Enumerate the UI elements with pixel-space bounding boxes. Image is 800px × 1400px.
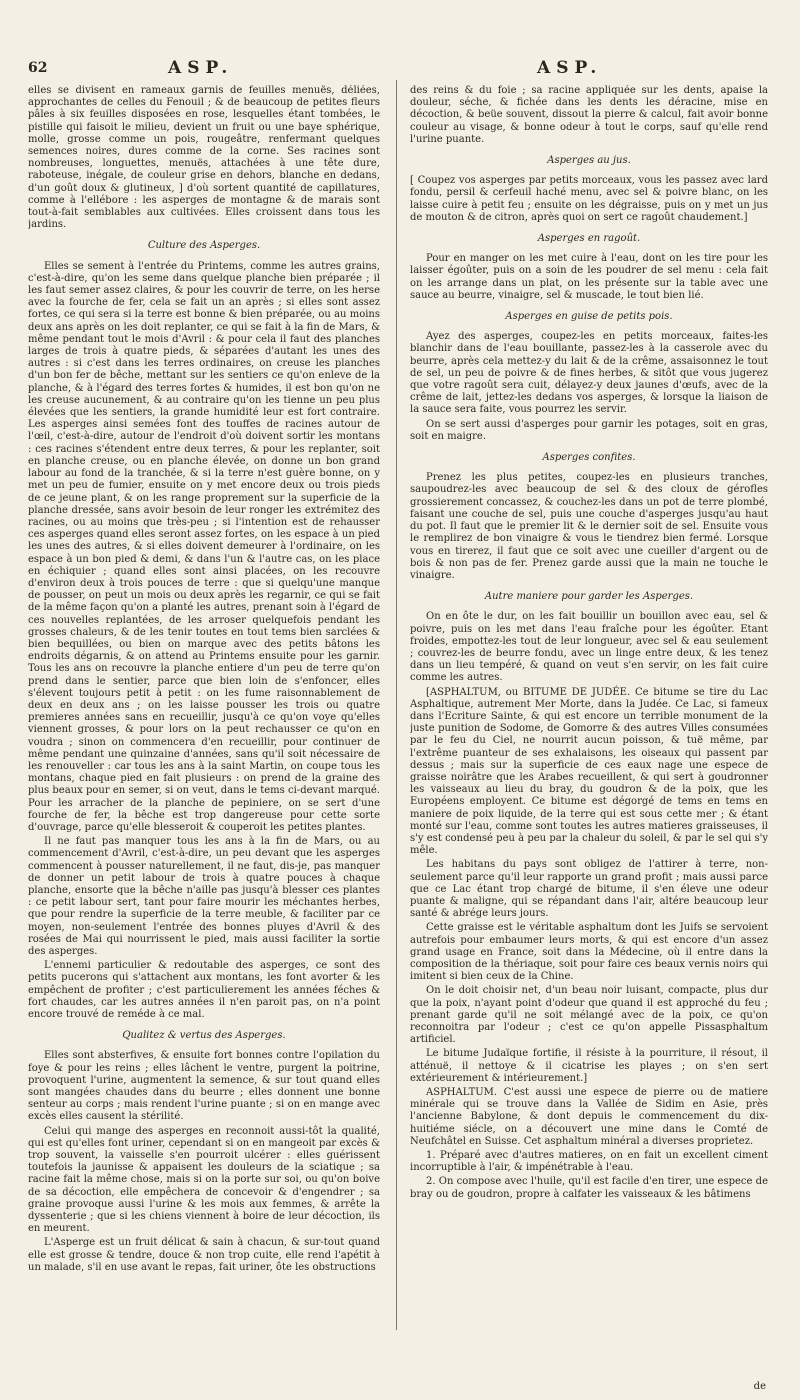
paragraph: [ASPHALTUM, ou BITUME DE JUDÉE. Ce bitume se tire du Lac Asphaltique, autrement Mer Morte, dans la Judée. Ce Lac, si fameux dans l'Ecriture Sainte, & qui est encore un terrible monument de la juste punition de Sodome, de Gomorre & des autres Villes consumées par le feu du Ciel, ne nourrit aucun poisson, & tuë même, par l'extrême puanteur de ses exhalaisons, les oiseaux qui passent par dessus ; mais sur la superficie de ces eaux nage une espece de graisse noirâtre que les Arabes recueillent, & qui sert à goudronner les vaisseaux au lieu du bray, du goudron & de la poix, que les Européens employent. Ce bitume est dégorgé de tems en tems en maniere de poix liquide, de la terre qui est sous cette mer ; & étant monté sur l'eau, comme sont toutes les autres matieres graisseuses, il s'y est condensé peu à peu par la chaleur du soleil, & par le sel qui s'y mêle.: [410, 686, 768, 857]
paragraph: On en ôte le dur, on les fait bouillir un bouillon avec eau, sel & poivre, puis on les met dans l'eau fraîche pour les égoûter. Etant froides, empottez-les tout de leur longueur, avec sel & eau seulement ; couvrez-les de beurre fondu, avec un linge entre deux, & les tenez dans un lieu tempéré, & quand on veut s'en servir, on les fait cuire comme les autres.: [410, 611, 768, 684]
right-column: [410, 85, 768, 1400]
column-divider: [396, 80, 397, 1330]
section-heading: Asperges en ragoût.: [537, 233, 641, 245]
section-heading: Culture des Asperges.: [147, 240, 261, 252]
page-header: [0, 55, 800, 85]
running-head-right: ASP.: [537, 58, 603, 78]
paragraph: Elles se sement à l'entrée du Printems, comme les autres grains, c'est-à-dire, qu'on les seme dans quelque planche bien préparée ; il les faut semer assez claires, & pour les couvrir de terre, on les herse avec la fourche de fer, cela se fait un an après ; si elles sont assez fortes, ce qui sera si la terre est bonne & bien préparée, ou au moins deux ans après on les doit replanter, ce qui se fait à la fin de Mars, & même pendant tout le mois d'Avril : & pour cela il faut des planches larges de trois à quatre pieds, & séparées d'autant les unes des autres : si c'est dans les terres ordinaires, on creuse les planches d'un bon fer de bêche, mettant sur les sentiers ce qu'on enleve de la planche, & à l'égard des terres fortes & humides, il est bon qu'on ne les creuse aucunement, & au contraire qu'on les tienne un peu plus élevées que les sentiers, la grande humidité leur est fort contraire. Les asperges ainsi semées font des touffes de racines autour de l'œil, c'est-à-dire, autour de l'endroit d'où doivent sortir les montans : ces racines s'étendent entre deux terres, & pour les replanter, soit en planche creuse, ou en planche élevée, on donne un bon grand labour au fond de la tranchée, & si la terre n'est guère bonne, on y met un peu de fumier, ensuite on y met encore deux ou trois pieds de ce jeune plant, & on les range proprement sur la superficie de la planche dressée, sans avoir besoin de leur ronger les extrémitez des racines, ou au moins que très-peu ; si l'intention est de rehausser ces asperges quand elles seront assez fortes, on les espace à un pied les unes des autres, & si elles doivent demeurer à l'ordinaire, on les espace à un bon pied & demi, & dans l'un & l'autre cas, on les place en échiquier ; quand elles sont ainsi placées, on les recouvre d'environ deux à trois pouces de terre : que si quelqu'une manque de pousser, on peut un mois ou deux après les regarnir, ce qui se fait de la même façon qu'on a planté les autres, prenant soin à l'égard de ces nouvelles replantées, de les arroser quelquefois pendant les grosses chaleurs, & de les tenir toutes en tout tems bien sarclées & bien bequillées, ou bien on marque avec des petits bâtons les endroits dégarnis, & on attend au Printems ensuite pour les garnir. Tous les ans on recouvre la planche entiere d'un peu de terre qu'on prend dans le sentier, parce que bien loin de s'enfoncer, elles s'élevent toujours petit à petit : on les fume raisonnablement de deux en deux ans ; on les laisse pousser les trois ou quatre premieres années sans en recueillir, jusqu'à ce qu'on voye qu'elles viennent grosses, & pour lors on la peut rechausser ce qu'on en voudra ; sinon on commencera d'en recueillir, pour continuer de même pendant une quinzaine d'années, sans qu'il soit nécessaire de les renouveller : car tous les ans à la saint Martin, on coupe tous les montans, chaque pied en fait plusieurs : on prend de la graine des plus beaux pour en semer, si on veut, dans le tems ci-devant marqué. Pour les arracher de la planche de pepiniere, on se sert d'une fourche de fer, la bêche est trop dangereuse pour cette sorte d'ouvrage, parce qu'elle blesseroit & couperoit les petites plantes.: [28, 260, 380, 833]
paragraph: L'Asperge est un fruit délicat & sain à chacun, & sur-tout quand elle est grosse & tendre, douce & non trop cuite, elle rend l'apétit à un malade, s'il en use avant le repas, fait uriner, ôte les obstructions: [28, 1237, 380, 1273]
paragraph: Il ne faut pas manquer tous les ans à la fin de Mars, ou au commencement d'Avril, c'est-à-dire, un peu devant que les asperges commencent à pousser naturellement, il ne faut, dis-je, pas manquer de donner un petit labour de trois à quatre pouces à chaque planche, ensorte que la bêche n'aille pas jusqu'à blesser ces plantes : ce petit labour sert, tant pour faire mourir les méchantes herbes, que pour rendre la superficie de la terre meuble, & faciliter par ce moyen, non-seulement l'entrée des bonnes pluyes d'Avril & des rosées de Mai qui nourrissent le pied, mais aussi faciliter la sortie des asperges.: [28, 836, 380, 958]
paragraph: Celui qui mange des asperges en reconnoit aussi-tôt la qualité, qui est qu'elles font uriner, cependant si on en mangeoit par excès & trop souvent, la vaisselle s'en pourroit ulcérer : elles guérissent toutefois la jaunisse & appaisent les douleurs de la sciatique ; sa racine fait la même chose, mais si on la porte sur soi, ou qu'on boive de sa décoction, elle empêchera de concevoir & d'engendrer ; sa graine provoque aussi l'urine & les mois aux femmes, & arrête la dyssenterie ; que si les chiens viennent à boire de leur décoction, ils en meurent.: [28, 1125, 380, 1235]
paragraph: On le doit choisir net, d'un beau noir luisant, compacte, plus dur que la poix, n'ayant point d'odeur que quand il est approché du feu ; prenant garde qu'il ne soit mélangé avec de la poix, ce qu'on reconnoitra par l'odeur ; c'est ce qu'on appelle Pissasphaltum artificiel.: [410, 985, 768, 1046]
paragraph: Le bitume Judaïque fortifie, il résiste à la pourriture, il résout, il atténuë, il nettoye & il cicatrise les playes ; on s'en sert extérieurement & intérieurement.]: [410, 1048, 768, 1084]
page-number: 62: [28, 60, 48, 76]
paragraph: Ayez des asperges, coupez-les en petits morceaux, faites-les blanchir dans de l'eau bouillante, passez-les à la casserole avec du beurre, après cela mettez-y du lait & de la crême, assaisonnez le tout de sel, un peu de poivre & de fines herbes, & sitôt que vous jugerez que votre ragoût sera cuit, délayez-y deux jaunes d'œufs, avec de la crême de lait, jettez-les dedans vos asperges, & lorsque la liaison de la sauce sera faite, vous pourrez les servir.: [410, 331, 768, 416]
section-heading: Asperges au jus.: [547, 155, 631, 167]
paragraph: 2. On compose avec l'huile, qu'il est facile d'en tirer, une espece de bray ou de goudron, propre à calfater les vaisseaux & les bâtimens: [410, 1176, 768, 1200]
left-column: [28, 85, 380, 1400]
section-heading: Autre maniere pour garder les Asperges.: [484, 591, 694, 603]
paragraph: Les habitans du pays sont obligez de l'attirer à terre, non-seulement parce qu'il leur rapporte un grand profit ; mais aussi parce que ce Lac étant trop chargé de bitume, il s'en éleve une odeur puante & maligne, qui se répandant dans l'air, altére beaucoup leur santé & abrége leurs jours.: [410, 859, 768, 920]
catchword: de: [753, 1381, 766, 1392]
paragraph: Prenez les plus petites, coupez-les en plusieurs tranches, saupoudrez-les avec beaucoup de sel & des cloux de gérofles grossierement concassez, & couchez-les dans un pot de terre plombé, faisant une couche de sel, puis une couche d'asperges jusqu'au haut du pot. Il faut que le premier lit & le dernier soit de sel. Ensuite vous le remplirez de bon vinaigre & vous le tiendrez bien fermé. Lorsque vous en tirerez, il faut que ce soit avec une cueiller d'argent ou de bois & non pas de fer. Prenez garde aussi que la main ne touche le vinaigre.: [410, 472, 768, 581]
section-heading: Asperges confites.: [542, 452, 636, 464]
paragraph: On se sert aussi d'asperges pour garnir les potages, soit en gras, soit en maigre.: [410, 418, 768, 442]
paragraph: elles se divisent en rameaux garnis de feuilles menuës, déliées, approchantes de celles du Fenouil ; & de beaucoup de petites fleurs pâles à six feuilles disposées en rose, lesquelles étant tombées, le pistille qui faisoit le milieu, devient un fruit ou une baye sphérique, molle, grosse comme un pois, rougeâtre, renfermant quelques semences noires, dures comme de la corne. Ses racines sont nombreuses, longuettes, menuës, attachées à une tête dure, raboteuse, inégale, de couleur grise en dehors, blanche en dedans, d'un goût doux & glutineux, ] d'où sortent quantité de capillatures, comme à l'ellébore : les asperges de montagne & de marais sont tout-à-fait semblables aux cultivées. Elles croissent dans tous les jardins.: [28, 85, 380, 231]
paragraph: Pour en manger on les met cuire à l'eau, dont on les tire pour les laisser égoûter, puis on a soin de les poudrer de sel menu : cela fait on les arrange dans un plat, on les présente sur la table avec une sauce au beurre, vinaigre, sel & muscade, le tout bien lié.: [410, 253, 768, 301]
paragraph: Elles sont absterfives, & ensuite fort bonnes contre l'opilation du foye & pour les reins ; elles lâchent le ventre, purgent la poitrine, provoquent l'urine, augmentent la semence, & sur tout quand elles sont mangées chaudes dans du beurre ; elles donnent une bonne senteur au corps ; mais rendent l'urine puante ; si on en mange avec excès elles causent la stérilité.: [28, 1050, 380, 1123]
paragraph: L'ennemi particulier & redoutable des asperges, ce sont des petits pucerons qui s'attachent aux montans, les font avorter & les empêchent de profiter ; c'est particulierement les années féches & fort chaudes, car les autres années il n'en paroit pas, on n'a point encore trouvé de reméde à ce mal.: [28, 960, 380, 1021]
section-heading: Qualitez & vertus des Asperges.: [122, 1030, 286, 1042]
running-head-left: ASP.: [168, 58, 234, 78]
paragraph: 1. Préparé avec d'autres matieres, on en fait un excellent ciment incorruptible à l'air, & impénétrable à l'eau.: [410, 1150, 768, 1174]
section-heading: Asperges en guise de petits pois.: [505, 311, 673, 323]
paragraph: Cette graisse est le véritable asphaltum dont les Juifs se servoient autrefois pour embaumer leurs morts, & qui est encore d'un assez grand usage en France, soit dans la Médecine, où il entre dans la composition de la thériaque, soit pour faire ces beaux vernis noirs qui imitent si bien ceux de la Chine.: [410, 922, 768, 983]
paragraph: [ Coupez vos asperges par petits morceaux, vous les passez avec lard fondu, persil & cerfeuil haché menu, avec sel & poivre blanc, on les laisse cuire à petit feu ; ensuite on les dégraisse, puis on y met un jus de mouton & de citron, après quoi on sert ce ragoût chaudement.]: [410, 175, 768, 223]
paragraph: des reins & du foie ; sa racine appliquée sur les dents, apaise la douleur, séche, & fichée dans les dents les déracine, mise en décoction, & beüe souvent, dissout la pierre & calcul, fait avoir bonne couleur au visage, & bonne odeur à tout le corps, sauf qu'elle rend l'urine puante.: [410, 85, 768, 145]
paragraph: ASPHALTUM. C'est aussi une espece de pierre ou de matiere minérale qui se trouve dans la Vallée de Sidim en Asie, près l'ancienne Babylone, & dont depuis le commencement du dix-huitiéme siécle, on a découvert une mine dans le Comté de Neufchâtel en Suisse. Cet asphaltum minéral a diverses proprietez.: [410, 1087, 768, 1147]
